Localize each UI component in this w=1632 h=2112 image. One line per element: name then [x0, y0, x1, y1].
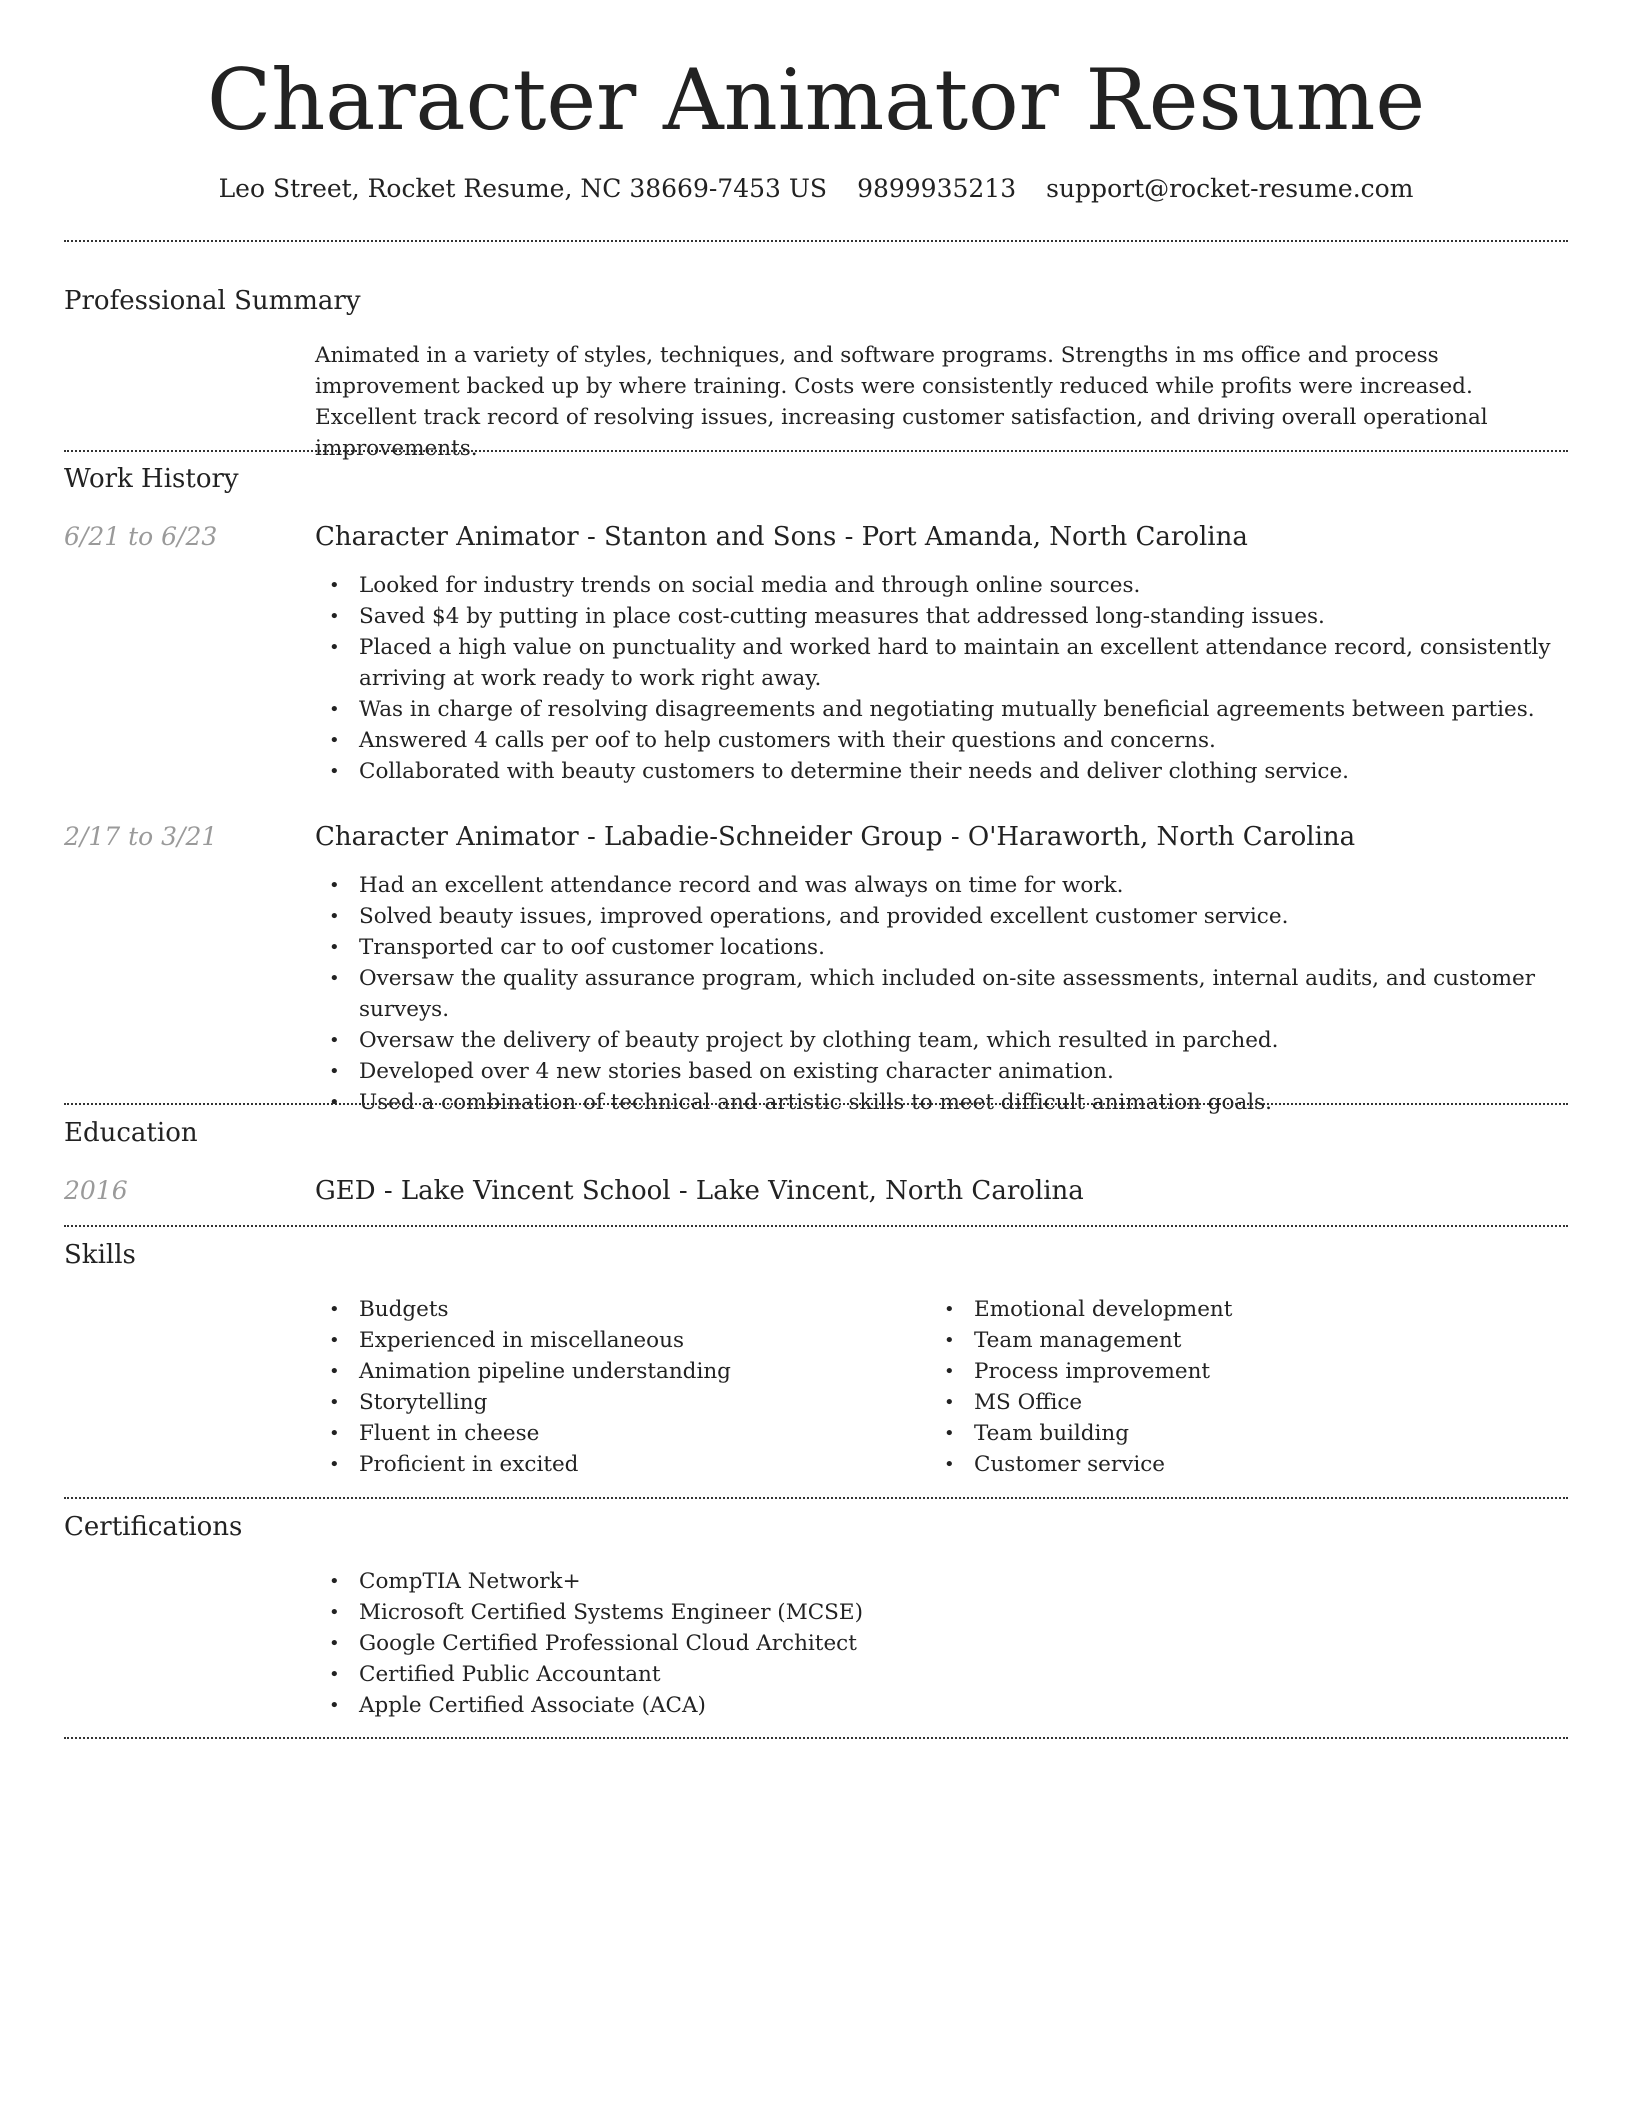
list-item: • Answered 4 calls per oof to help customers with their questions and concerns.	[315, 725, 1565, 756]
list-item: • Used a combination of technical and artistic skills to meet difficult animation goals.	[315, 1087, 1565, 1118]
skill-item: • Team building	[930, 1418, 1530, 1449]
certification-item: • Certified Public Accountant	[315, 1659, 1565, 1690]
contact-phone: 9899935213	[857, 174, 1017, 203]
summary-text: Animated in a variety of styles, techniques, and software programs. Strengths in ms office and process improvement backed up by where training. Costs were consistently reduced while profits were increased. Excellent track record of resolving issues, increasing customer satisfaction, and driving overall operational improvements.	[315, 343, 1488, 461]
divider	[64, 240, 1568, 242]
skill-item: • Experienced in miscellaneous	[315, 1325, 915, 1356]
list-item: • Solved beauty issues, improved operations, and provided excellent customer service.	[315, 901, 1565, 932]
job-bullets	[315, 570, 1565, 787]
certifications-heading: Certifications	[64, 1512, 243, 1542]
list-item: • Placed a high value on punctuality and worked hard to maintain an excellent attendance record, consistently arriving at work ready to work right away.	[315, 632, 1565, 694]
job-dates: 6/21 to 6/23	[64, 522, 218, 551]
skill-item: • Customer service	[930, 1449, 1530, 1480]
skill-item: • Animation pipeline understanding	[315, 1356, 915, 1387]
skills-list-left	[315, 1294, 915, 1480]
skill-item: • Proficient in excited	[315, 1449, 915, 1480]
skill-item: • Team management	[930, 1325, 1530, 1356]
job-title: Character Animator - Labadie-Schneider Group - O'Haraworth, North Carolina	[315, 822, 1356, 852]
list-item: • Was in charge of resolving disagreements and negotiating mutually beneficial agreements between parties.	[315, 694, 1565, 725]
divider	[64, 450, 1568, 452]
skill-item: • Process improvement	[930, 1356, 1530, 1387]
skill-item: • Fluent in cheese	[315, 1418, 915, 1449]
divider	[64, 1497, 1568, 1499]
education-entry: GED - Lake Vincent School - Lake Vincent, North Carolina	[315, 1176, 1084, 1206]
skill-item: • Storytelling	[315, 1387, 915, 1418]
contact-email: support@rocket-resume.com	[1046, 174, 1414, 203]
certification-item: • Apple Certified Associate (ACA)	[315, 1690, 1565, 1721]
list-item: • Oversaw the quality assurance program, which included on-site assessments, internal audits, and customer surveys.	[315, 963, 1565, 1025]
job-dates: 2/17 to 3/21	[64, 822, 218, 851]
skill-item: • Emotional development	[930, 1294, 1530, 1325]
education-year: 2016	[64, 1176, 128, 1205]
contact-line	[0, 172, 1632, 206]
divider	[64, 1225, 1568, 1227]
certification-item: • Google Certified Professional Cloud Architect	[315, 1628, 1565, 1659]
work-heading: Work History	[64, 464, 239, 494]
resume-title: Character Animator Resume	[206, 51, 1426, 149]
job-bullets	[315, 870, 1565, 1118]
skills-heading: Skills	[64, 1240, 136, 1270]
education-heading: Education	[64, 1118, 198, 1148]
list-item: • Collaborated with beauty customers to determine their needs and deliver clothing service.	[315, 756, 1565, 787]
list-item: • Oversaw the delivery of beauty project by clothing team, which resulted in parched.	[315, 1025, 1565, 1056]
skill-item: • Budgets	[315, 1294, 915, 1325]
certifications-list	[315, 1566, 1565, 1721]
list-item: • Transported car to oof customer locations.	[315, 932, 1565, 963]
list-item: • Had an excellent attendance record and was always on time for work.	[315, 870, 1565, 901]
divider	[64, 1103, 1568, 1105]
divider	[64, 1737, 1568, 1739]
contact-address: Leo Street, Rocket Resume, NC 38669-7453 US	[218, 174, 828, 203]
list-item: • Looked for industry trends on social media and through online sources.	[315, 570, 1565, 601]
certification-item: • CompTIA Network+	[315, 1566, 1565, 1597]
skills-list-right	[930, 1294, 1530, 1480]
list-item: • Saved $4 by putting in place cost-cutting measures that addressed long-standing issues.	[315, 601, 1565, 632]
skill-item: • MS Office	[930, 1387, 1530, 1418]
summary-heading: Professional Summary	[64, 286, 361, 316]
job-title: Character Animator - Stanton and Sons - Port Amanda, North Carolina	[315, 522, 1248, 552]
certification-item: • Microsoft Certified Systems Engineer (MCSE)	[315, 1597, 1565, 1628]
list-item: • Developed over 4 new stories based on existing character animation.	[315, 1056, 1565, 1087]
